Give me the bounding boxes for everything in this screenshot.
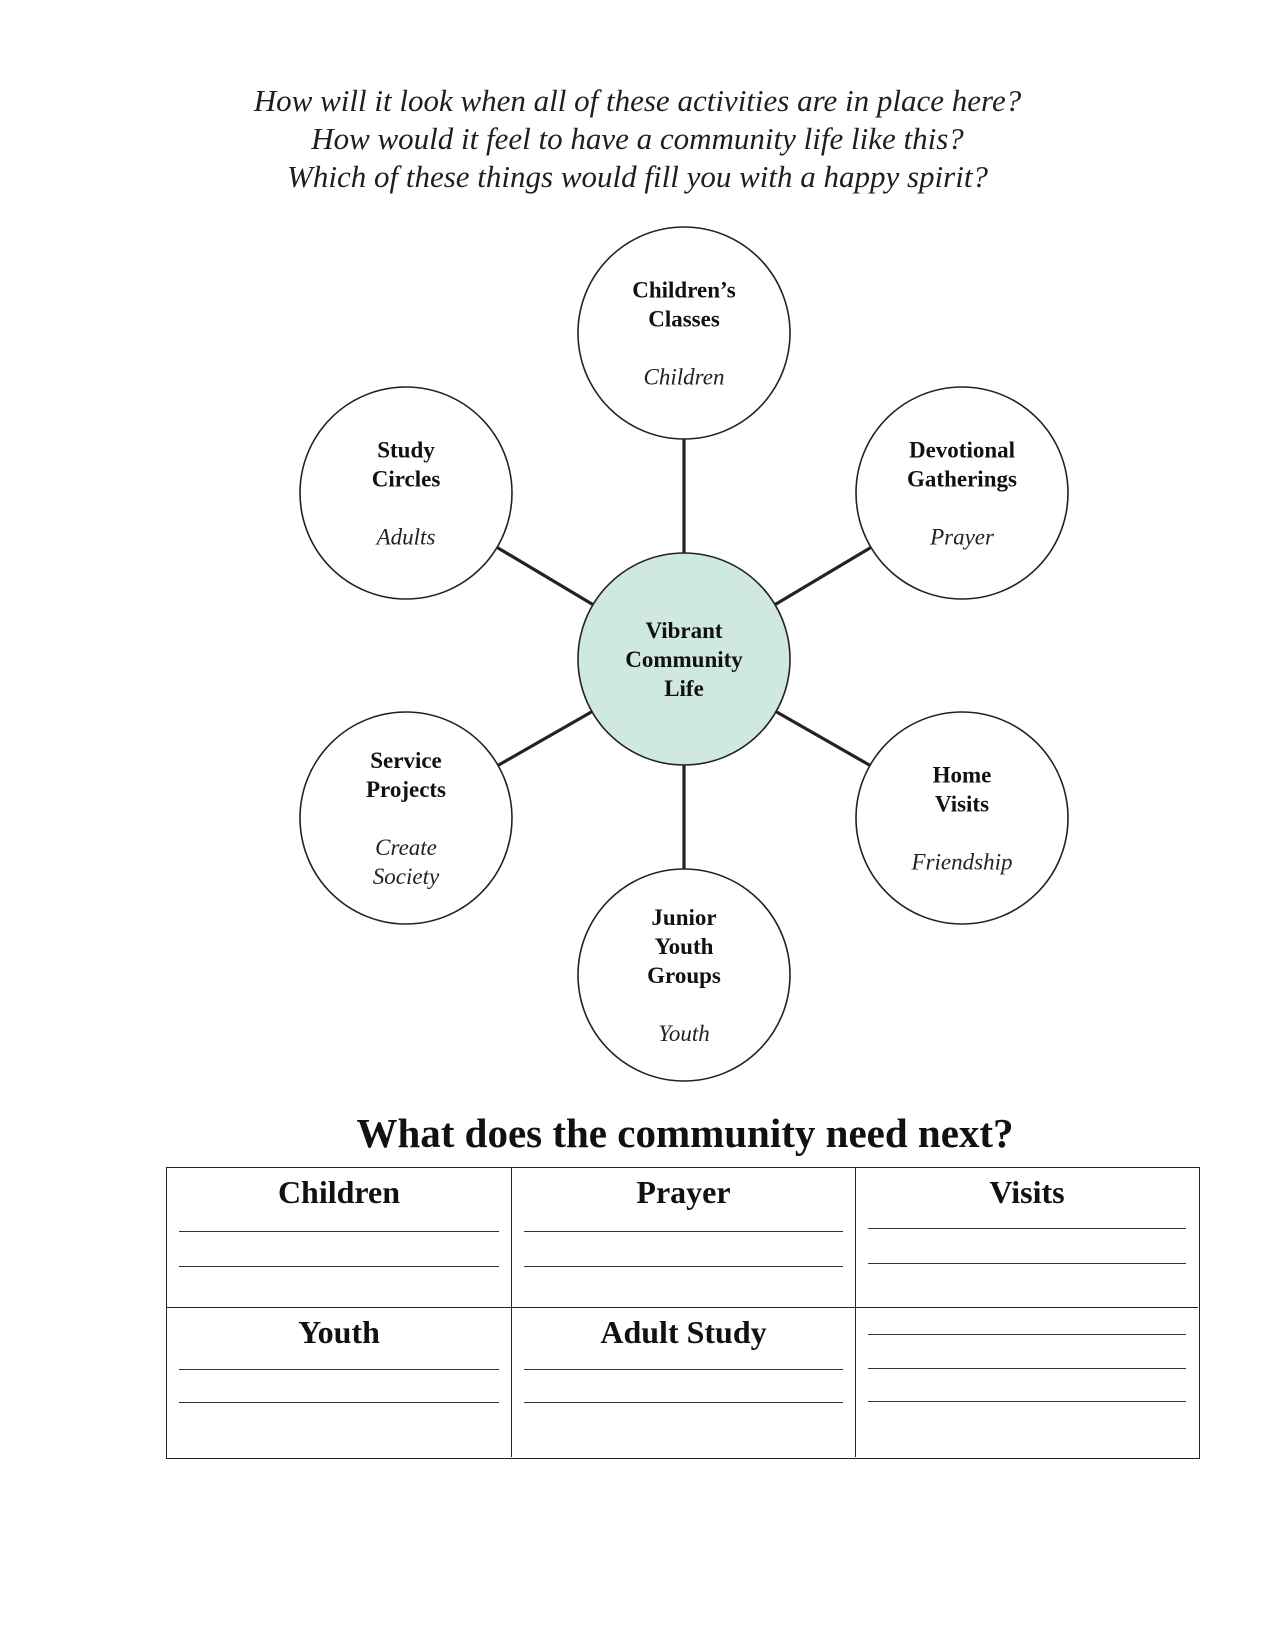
needs-cell-prayer xyxy=(512,1168,856,1308)
write-line[interactable] xyxy=(524,1402,843,1403)
needs-heading: What does the community need next? xyxy=(356,1110,1014,1156)
needs-cell-blank xyxy=(856,1308,1198,1457)
center-title: Vibrant xyxy=(645,618,723,643)
node-circle xyxy=(300,712,512,924)
write-line[interactable] xyxy=(524,1231,843,1232)
needs-cell-label: Children xyxy=(277,1174,401,1210)
node-subtitle: Society xyxy=(372,864,440,889)
node-title: Projects xyxy=(365,777,447,802)
node-subtitle: Youth xyxy=(658,1021,710,1046)
node-title: Children’s xyxy=(632,277,736,303)
node-title: Devotional xyxy=(908,437,1016,463)
node-subtitle: Prayer xyxy=(930,524,994,550)
node-subtitle: Children xyxy=(643,364,725,390)
node-junior-youth-groups xyxy=(578,869,790,1081)
connector-service-projects xyxy=(498,712,592,766)
connector-study-circles xyxy=(497,547,593,604)
needs-table xyxy=(166,1167,1200,1459)
write-line[interactable] xyxy=(179,1369,499,1370)
needs-cell-label: Youth xyxy=(298,1314,380,1350)
node-title: Gatherings xyxy=(907,466,1017,492)
needs-cell-label: Adult Study xyxy=(600,1314,767,1350)
node-subtitle: Adults xyxy=(376,524,436,550)
node-circle xyxy=(856,387,1068,599)
node-circle xyxy=(856,712,1068,924)
needs-cell-label: Visits xyxy=(989,1174,1065,1210)
connector-devotional-gatherings xyxy=(775,547,871,604)
needs-cell-youth xyxy=(167,1308,512,1457)
write-line[interactable] xyxy=(868,1368,1186,1369)
node-title: Service xyxy=(370,748,442,773)
needs-cell-children xyxy=(167,1168,512,1308)
node-title: Study xyxy=(377,437,435,463)
write-line[interactable] xyxy=(179,1266,499,1267)
write-line[interactable] xyxy=(524,1266,843,1267)
needs-cell-visits xyxy=(856,1168,1198,1308)
node-title: Junior xyxy=(651,905,717,930)
center-node xyxy=(578,553,790,765)
node-service-projects xyxy=(300,712,512,924)
node-home-visits xyxy=(856,712,1068,924)
connector-home-visits xyxy=(776,712,870,766)
needs-cell-label: Prayer xyxy=(636,1174,731,1210)
node-study-circles xyxy=(300,387,512,599)
intro-question-3: Which of these things would fill you with a happy spirit? xyxy=(287,159,988,194)
node-title: Circles xyxy=(371,466,441,492)
node-title: Visits xyxy=(934,791,990,817)
node-title: Youth xyxy=(654,934,714,959)
center-title: Life xyxy=(664,676,704,701)
node-title: Classes xyxy=(648,306,720,332)
center-title: Community xyxy=(625,647,743,672)
needs-cell-adult-study xyxy=(512,1308,856,1457)
node-childrens-classes xyxy=(578,227,790,439)
write-line[interactable] xyxy=(179,1231,499,1232)
intro-question-1: How will it look when all of these activities are in place here? xyxy=(253,83,1022,118)
write-line[interactable] xyxy=(179,1402,499,1403)
node-circle xyxy=(578,227,790,439)
write-line[interactable] xyxy=(868,1401,1186,1402)
node-devotional-gatherings xyxy=(856,387,1068,599)
node-circle xyxy=(300,387,512,599)
node-title: Home xyxy=(932,762,992,788)
write-line[interactable] xyxy=(868,1263,1186,1264)
write-line[interactable] xyxy=(524,1369,843,1370)
node-title: Groups xyxy=(647,963,721,988)
write-line[interactable] xyxy=(868,1334,1186,1335)
write-line[interactable] xyxy=(868,1228,1186,1229)
node-subtitle: Create xyxy=(375,835,437,860)
node-subtitle: Friendship xyxy=(911,849,1013,875)
intro-question-2: How would it feel to have a community life like this? xyxy=(311,121,964,156)
